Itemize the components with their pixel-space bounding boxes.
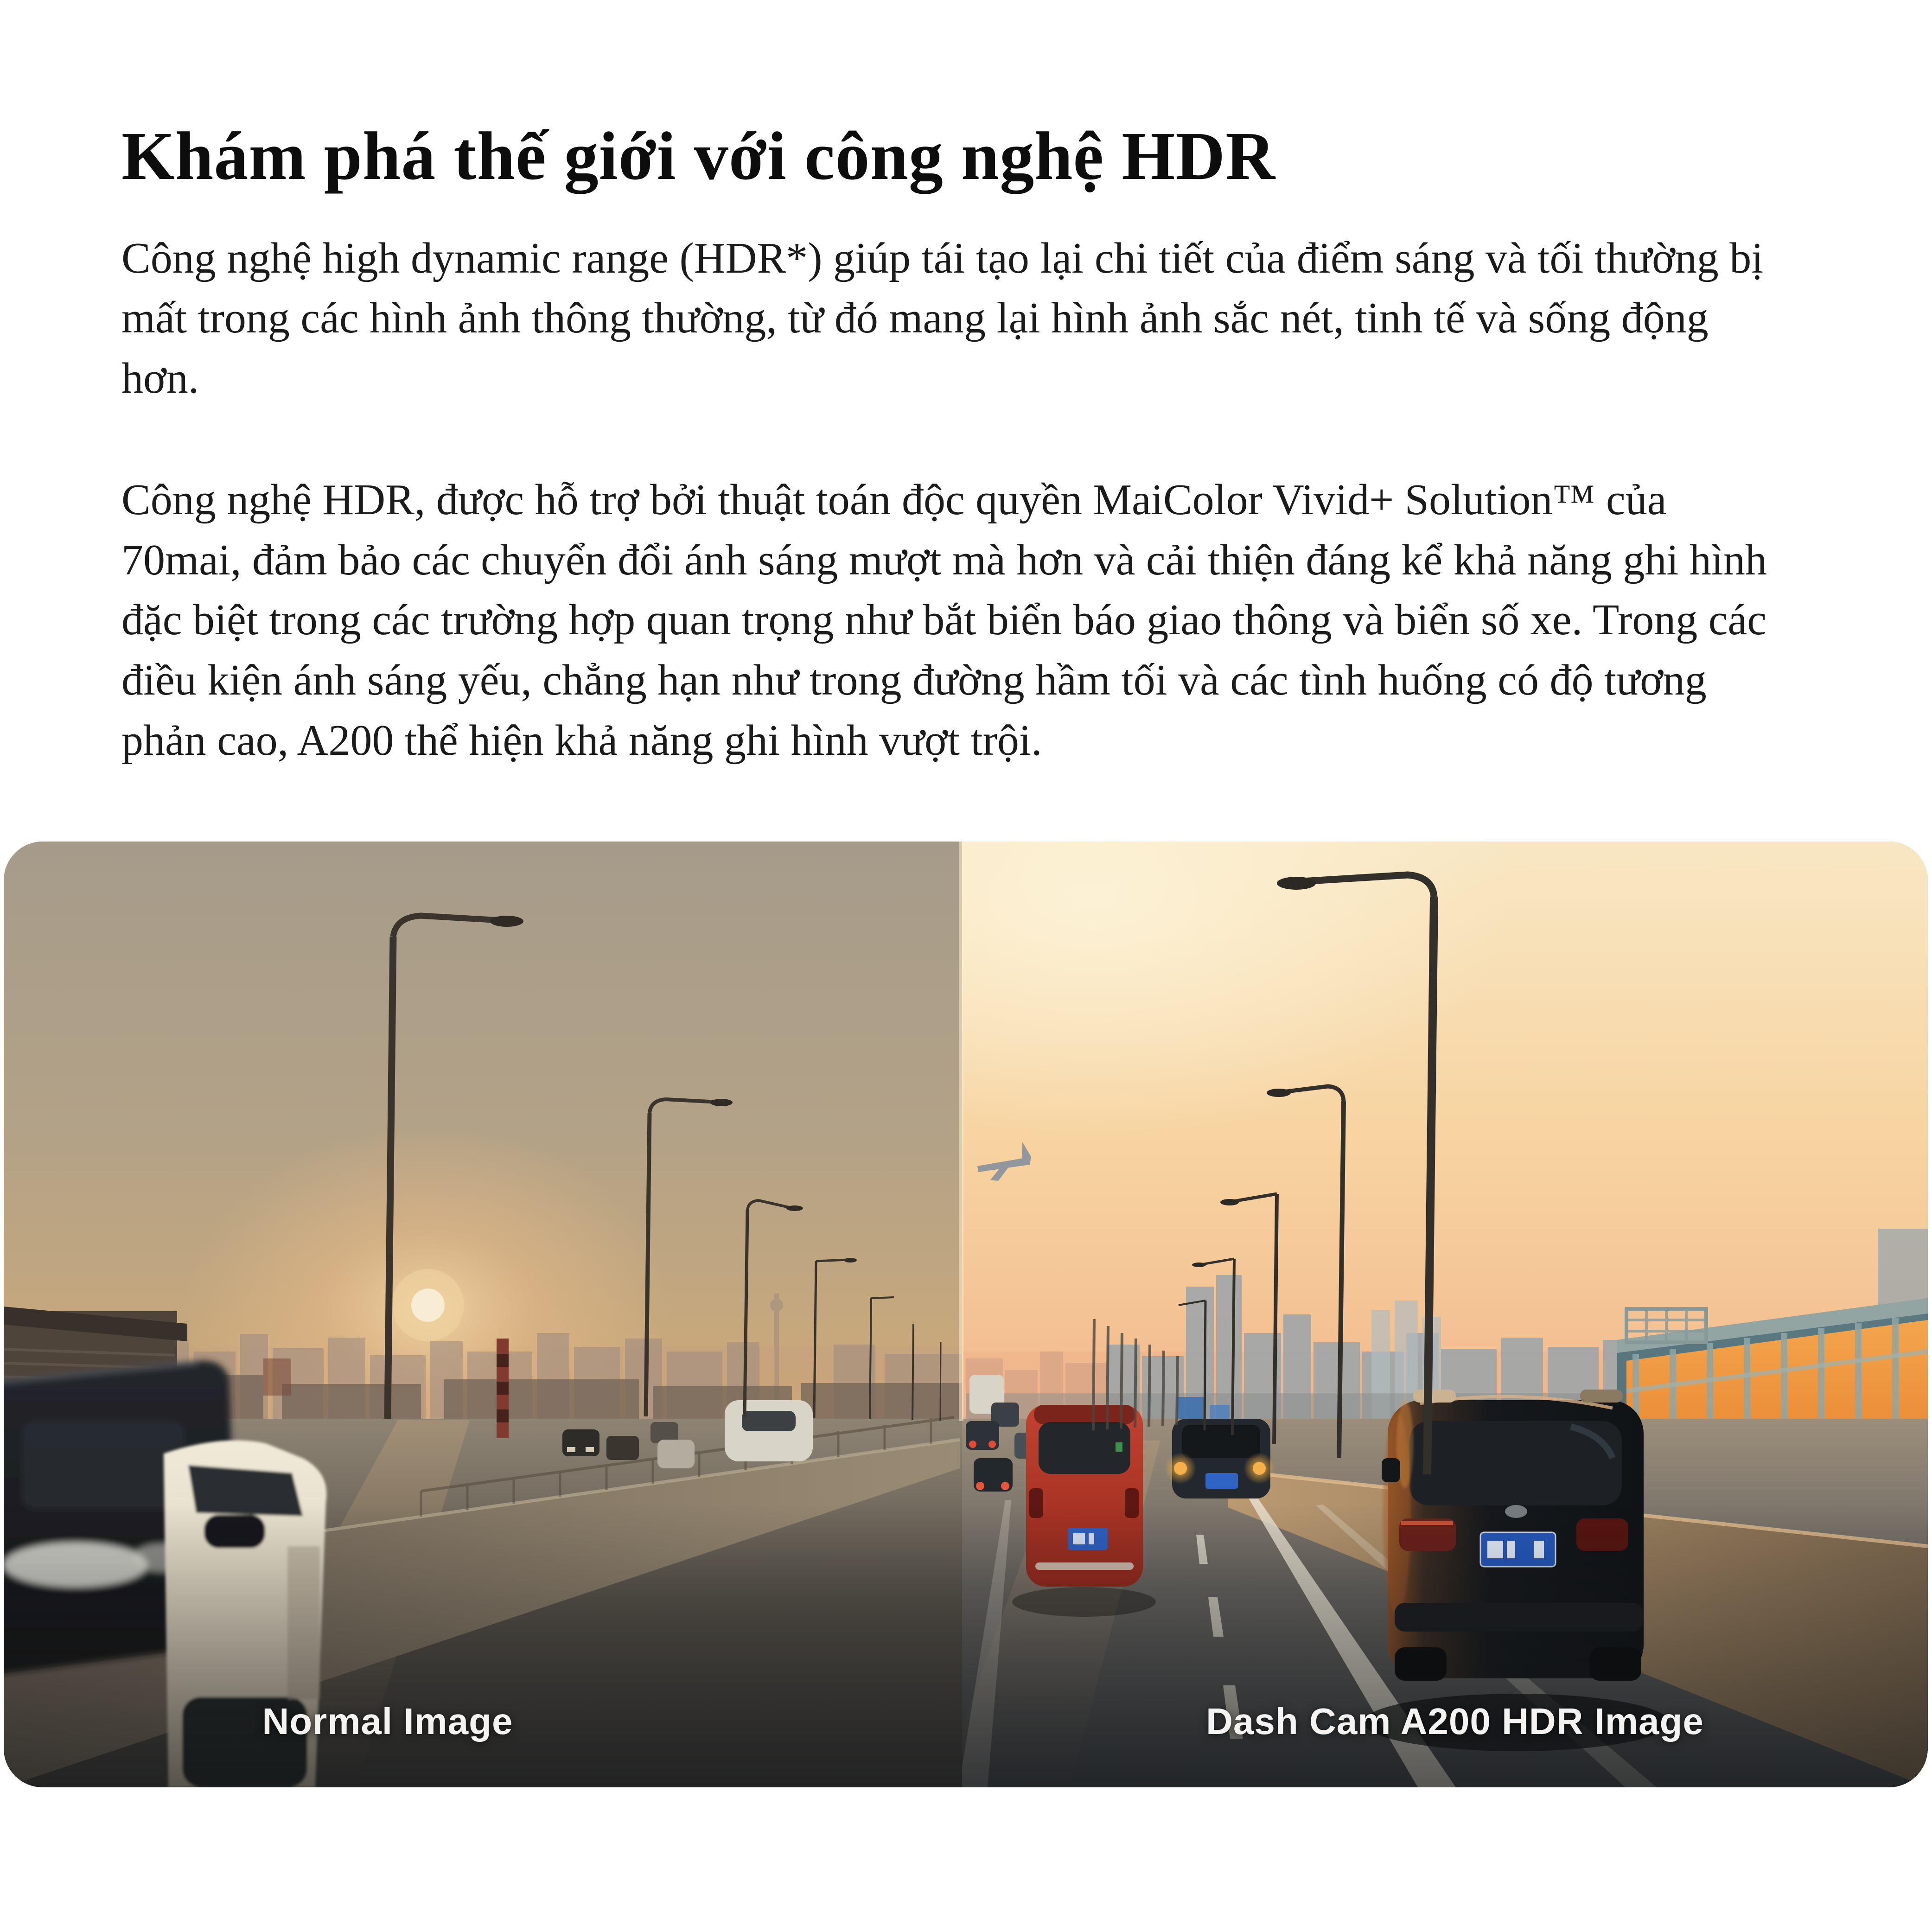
bottom-vignette — [4, 1505, 1928, 1787]
page-title: Khám phá thế giới với công nghệ HDR — [121, 118, 1276, 194]
suv-roof-rail — [1413, 1390, 1456, 1403]
hdr-image-label: Dash Cam A200 HDR Image — [1206, 1700, 1704, 1742]
sedan-license-plate — [1205, 1473, 1238, 1489]
comparison-photo — [4, 842, 1928, 1787]
red-marker-pole — [497, 1339, 509, 1438]
intro-paragraph: Công nghệ high dynamic range (HDR*) giúp tái tạo lại chi tiết của điểm sáng và tối thường bị mất trong các hình ảnh thông thường, từ đó mang lại hình ảnh sắc nét, tinh tế và sống động hơn. — [121, 234, 1764, 403]
sun — [411, 1288, 445, 1322]
normal-image-label: Normal Image — [262, 1700, 513, 1742]
hdr-comparison-figure — [4, 842, 1928, 1787]
dark-sedan — [1165, 1419, 1275, 1498]
detail-paragraph: Công nghệ HDR, được hỗ trợ bởi thuật toán độc quyền MaiColor Vivid+ Solution™ của 70mai, đảm bảo các chuyển đổi ánh sáng mượt mà hơn và cải thiện đáng kể khả năng ghi hình đặc biệt trong các trường hợp quan trọng như bắt biển báo giao thông và biển số xe. Trong các điều kiện ánh sáng yếu, chẳng hạn như trong đường hầm tối và các tình huống có độ tương phản cao, A200 thể hiện khả năng ghi hình vượt trội. — [121, 475, 1767, 765]
split-divider — [959, 842, 963, 1421]
